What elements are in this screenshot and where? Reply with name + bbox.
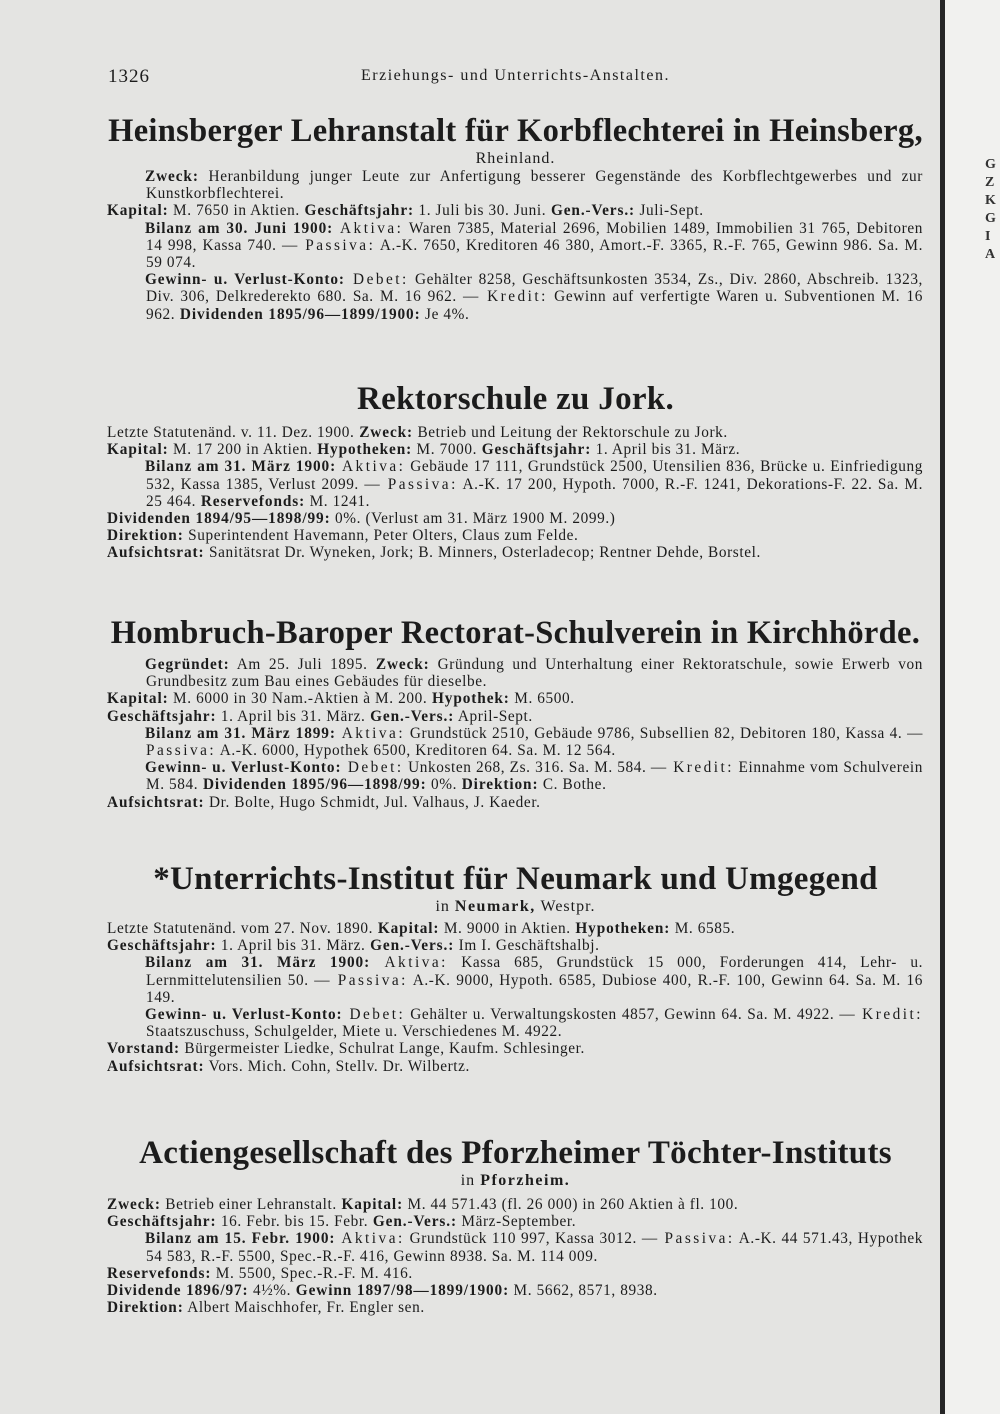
entry-line: Direktion: Superintendent Havemann, Peter Olters, Claus zum Felde. (107, 527, 579, 545)
entry-line: Kapital: M. 17 200 in Aktien. Hypotheken: M. 7000. Geschäftsjahr: 1. April bis 31. März. (107, 441, 741, 459)
entry-line: Bilanz am 31. März 1900: Aktiva: Kassa 685, Grundstück 15 000, Forderungen 414, Lehr- u. Lernmittelutensilien 50. — Passiva: A.-K. 9000, Hypoth. 6585, Dubiose 400, R.-F. 100, Gewinn 64. Sa. M. 16 149. (145, 954, 923, 1006)
entry-line: Kapital: M. 6000 in 30 Nam.-Aktien à M. 200. Hypothek: M. 6500. (107, 690, 575, 708)
entry-line: Letzte Statutenänd. v. 11. Dez. 1900. Zweck: Betrieb und Leitung der Rektorschule zu Jork. (107, 424, 728, 441)
entry-line: Zweck: Betrieb einer Lehranstalt. Kapital: M. 44 571.43 (fl. 26 000) in 260 Aktien à fl. 100. (107, 1196, 739, 1213)
entry-line: Bilanz am 15. Febr. 1900: Aktiva: Grundstück 110 997, Kassa 3012. — Passiva: A.-K. 44 571.43, Hypothek 54 583, R.-F. 5500, Spec.-R.-F. 416, Gewinn 8938. Sa. M. 114 009. (145, 1230, 923, 1265)
entry-line: Aufsichtsrat: Dr. Bolte, Hugo Schmidt, Jul. Valhaus, J. Kaeder. (107, 793, 541, 811)
entry-line: Reservefonds: M. 5500, Spec.-R.-F. M. 416. (107, 1264, 413, 1282)
entry-line: Gewinn- u. Verlust-Konto: Debet: Unkosten 268, Zs. 316. Sa. M. 584. — Kredit: Einnahme vom Schulverein M. 584. Dividenden 1895/96—1898/99: 0%. Direktion: C. Bothe. (145, 759, 923, 794)
page-number: 1326 (108, 66, 150, 87)
entry-line: Geschäftsjahr: 1. April bis 31. März. Gen.-Vers.: Im I. Geschäftshalbj. (107, 937, 600, 955)
entry-body (108, 1196, 923, 1316)
entry-line: Gewinn- u. Verlust-Konto: Debet: Gehälter u. Verwaltungskosten 4857, Gewinn 64. Sa. M. 4922. — Kredit: Staatszuschuss, Schulgelder, Miete u. Verschiedenes M. 4922. (145, 1006, 924, 1041)
entry-kirchhoerde (108, 614, 923, 811)
entry-line: Gegründet: Am 25. Juli 1895. Zweck: Gründung und Unterhaltung einer Rektoratschule, sowie Erwerb von Grundbesitz zum Bau eines Gebäudes für dieselbe. (145, 656, 923, 691)
entry-body (108, 656, 923, 811)
entry-subtitle: in Neumark, Westpr. (435, 898, 596, 915)
entry-line: Dividende 1896/97: 4½%. Gewinn 1897/98—1899/1900: M. 5662, 8571, 8938. (107, 1282, 658, 1300)
entry-line: Letzte Statutenänd. vom 27. Nov. 1890. Kapital: M. 9000 in Aktien. Hypotheken: M. 6585. (107, 920, 736, 937)
entry-body (108, 920, 923, 1075)
entry-line: Bilanz am 31. März 1899: Aktiva: Grundstück 2510, Gebäude 9786, Subsellien 82, Debitoren 180, Kassa 4. — Passiva: A.-K. 6000, Hypothek 6500, Kreditoren 64. Sa. M. 12 564. (145, 724, 923, 760)
entry-title: *Unterrichts-Institut für Neumark und Umgegend (153, 861, 878, 897)
entry-pforzheim (108, 1134, 923, 1316)
bleed-letter: A (985, 247, 996, 262)
entry-line: Bilanz am 30. Juni 1900: Aktiva: Waren 7385, Material 2696, Mobilien 1489, Immobilien 31 765, Debitoren 14 998, Kassa 740. — Passiva: A.-K. 7650, Kreditoren 46 380, Amort.-F. 3365, R.-F. 765, Gewinn 986. Sa. M. 59 074. (145, 219, 924, 272)
entry-line: Geschäftsjahr: 1. April bis 31. März. Gen.-Vers.: April-Sept. (107, 707, 533, 725)
entry-line: Geschäftsjahr: 16. Febr. bis 15. Febr. Gen.-Vers.: März-September. (107, 1213, 577, 1231)
entry-body (108, 168, 923, 323)
bleed-letter: I (985, 229, 991, 244)
entry-jork (108, 380, 923, 562)
entry-line: Aufsichtsrat: Sanitätsrat Dr. Wyneken, Jork; B. Minners, Osterladecop; Rentner Dehde, Borstel. (107, 544, 761, 562)
bleed-letter: G (985, 211, 996, 226)
entry-neumark (108, 860, 923, 1075)
entry-line: Gewinn- u. Verlust-Konto: Debet: Gehälter 8258, Geschäftsunkosten 3534, Zs., Div. 2860, Abschreib. 1323, Div. 306, Delkrederekto 680. Sa. M. 16 962. — Kredit: Gewinn auf verfertigte Waren u. Subventionen M. 16 962. Dividenden 1895/96—1899/1900: Je 4%. (145, 271, 923, 323)
entry-body (108, 424, 923, 562)
entry-line: Aufsichtsrat: Vors. Mich. Cohn, Stellv. Dr. Wilbertz. (107, 1057, 470, 1075)
entry-line: Kapital: M. 7650 in Aktien. Geschäftsjahr: 1. Juli bis 30. Juni. Gen.-Vers.: Juli-Sept. (107, 202, 704, 220)
entry-line: Bilanz am 31. März 1900: Aktiva: Gebäude 17 111, Grundstück 2500, Utensilien 836, Brücke u. Einfriedigung 532, Kassa 1385, Verlust 2099. — Passiva: A.-K. 17 200, Hypoth. 7000, R.-F. 1241, Dekorations-F. 22. Sa. M. 25 464. Reservefonds: M. 1241. (145, 458, 923, 510)
entry-heinsberg (108, 112, 923, 323)
entry-title: Hombruch-Baroper Rectorat-Schulverein in Kirchhörde. (110, 615, 921, 651)
entry-title: Heinsberger Lehranstalt für Korbflechterei in Heinsberg, (108, 113, 923, 149)
entry-title: Actiengesellschaft des Pforzheimer Töchter-Instituts (139, 1135, 892, 1171)
running-title: Erziehungs- und Unterrichts-Anstalten. (361, 67, 670, 84)
entry-subtitle: in Pforzheim. (460, 1172, 571, 1189)
entry-subtitle: Rheinland. (475, 150, 556, 167)
entry-title: Rektorschule zu Jork. (356, 381, 675, 417)
bleed-letter: K (985, 193, 996, 208)
entry-line: Direktion: Albert Maischhofer, Fr. Engler sen. (107, 1299, 425, 1317)
page-header (108, 66, 923, 90)
entry-line: Vorstand: Bürgermeister Liedke, Schulrat Lange, Kaufm. Schlesinger. (107, 1040, 585, 1058)
entry-line: Zweck: Heranbildung junger Leute zur Anfertigung besserer Gegenstände des Korbflechtgewerbes und zur Kunstkorbflechterei. (145, 168, 923, 203)
entry-line: Dividenden 1894/95—1898/99: 0%. (Verlust am 31. März 1900 M. 2099.) (107, 510, 616, 528)
bleed-letter: Z (985, 175, 995, 190)
bleed-letter: G (985, 157, 996, 172)
